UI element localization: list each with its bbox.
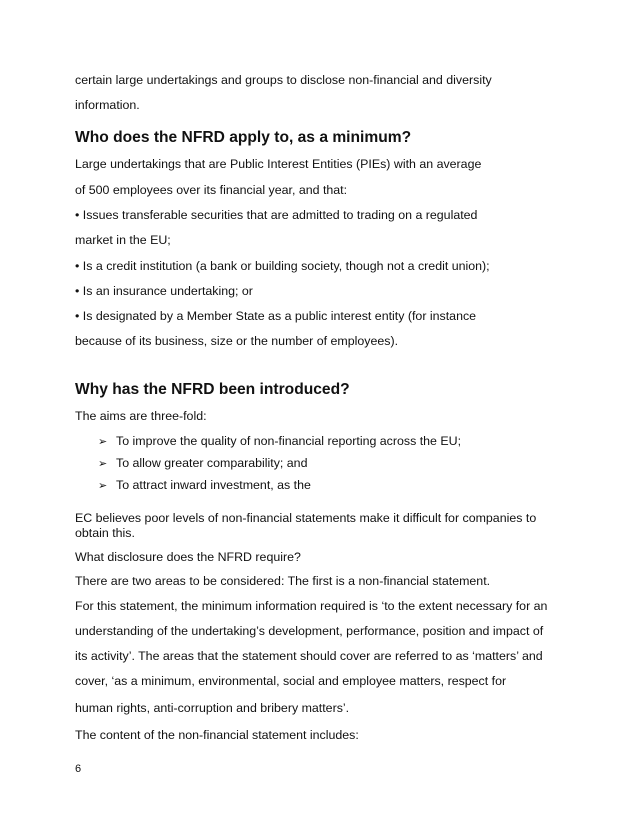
arrow-list-item [98, 477, 311, 494]
arrow-bullet-icon: ➢ [98, 436, 108, 448]
arrow-bullet-icon: ➢ [98, 458, 108, 470]
section-heading: Who does the NFRD apply to, as a minimum? [75, 129, 412, 146]
body-text-line: cover, ‘as a minimum, environmental, social and employee matters, respect for [75, 674, 507, 688]
body-text-line: information. [75, 98, 140, 112]
arrow-list-text: To attract inward investment, as the [116, 478, 311, 492]
body-text-line: certain large undertakings and groups to disclose non-financial and diversity [75, 73, 492, 87]
arrow-list-text: To improve the quality of non-financial reporting across the EU; [116, 434, 462, 448]
body-text-line: Large undertakings that are Public Interest Entities (PIEs) with an average [75, 157, 482, 171]
body-text-line: The content of the non-financial statement includes: [75, 728, 359, 742]
body-text-line: EC believes poor levels of non-financial statements make it difficult for companies to [75, 511, 537, 525]
body-text-line: The aims are three-fold: [75, 409, 207, 423]
bullet-line: • Is designated by a Member State as a public interest entity (for instance [75, 309, 477, 323]
arrow-list-item [98, 455, 307, 472]
bullet-line: • Is an insurance undertaking; or [75, 284, 253, 298]
body-text-line: For this statement, the minimum information required is ‘to the extent necessary for an [75, 599, 548, 613]
body-text-line: its activity’. The areas that the statement should cover are referred to as ‘matters’ and [75, 649, 543, 663]
body-text-line: understanding of the undertaking’s development, performance, position and impact of [75, 624, 544, 638]
body-text-line: What disclosure does the NFRD require? [75, 550, 301, 564]
bullet-line: • Is a credit institution (a bank or building society, though not a credit union); [75, 259, 490, 273]
page-number: 6 [75, 763, 82, 775]
body-text-line: of 500 employees over its financial year, and that: [75, 183, 348, 197]
body-text-line: There are two areas to be considered: The first is a non-financial statement. [75, 574, 491, 588]
arrow-bullet-icon: ➢ [98, 480, 108, 492]
section-heading: Why has the NFRD been introduced? [75, 381, 350, 398]
body-text-line: market in the EU; [75, 233, 171, 247]
body-text-line: because of its business, size or the number of employees). [75, 334, 399, 348]
arrow-list-text: To allow greater comparability; and [116, 456, 308, 470]
arrow-list-item [98, 433, 461, 450]
body-text-line: human rights, anti-corruption and bribery matters’. [75, 701, 350, 715]
body-text-line: obtain this. [75, 526, 135, 540]
bullet-line: • Issues transferable securities that are admitted to trading on a regulated [75, 208, 478, 222]
